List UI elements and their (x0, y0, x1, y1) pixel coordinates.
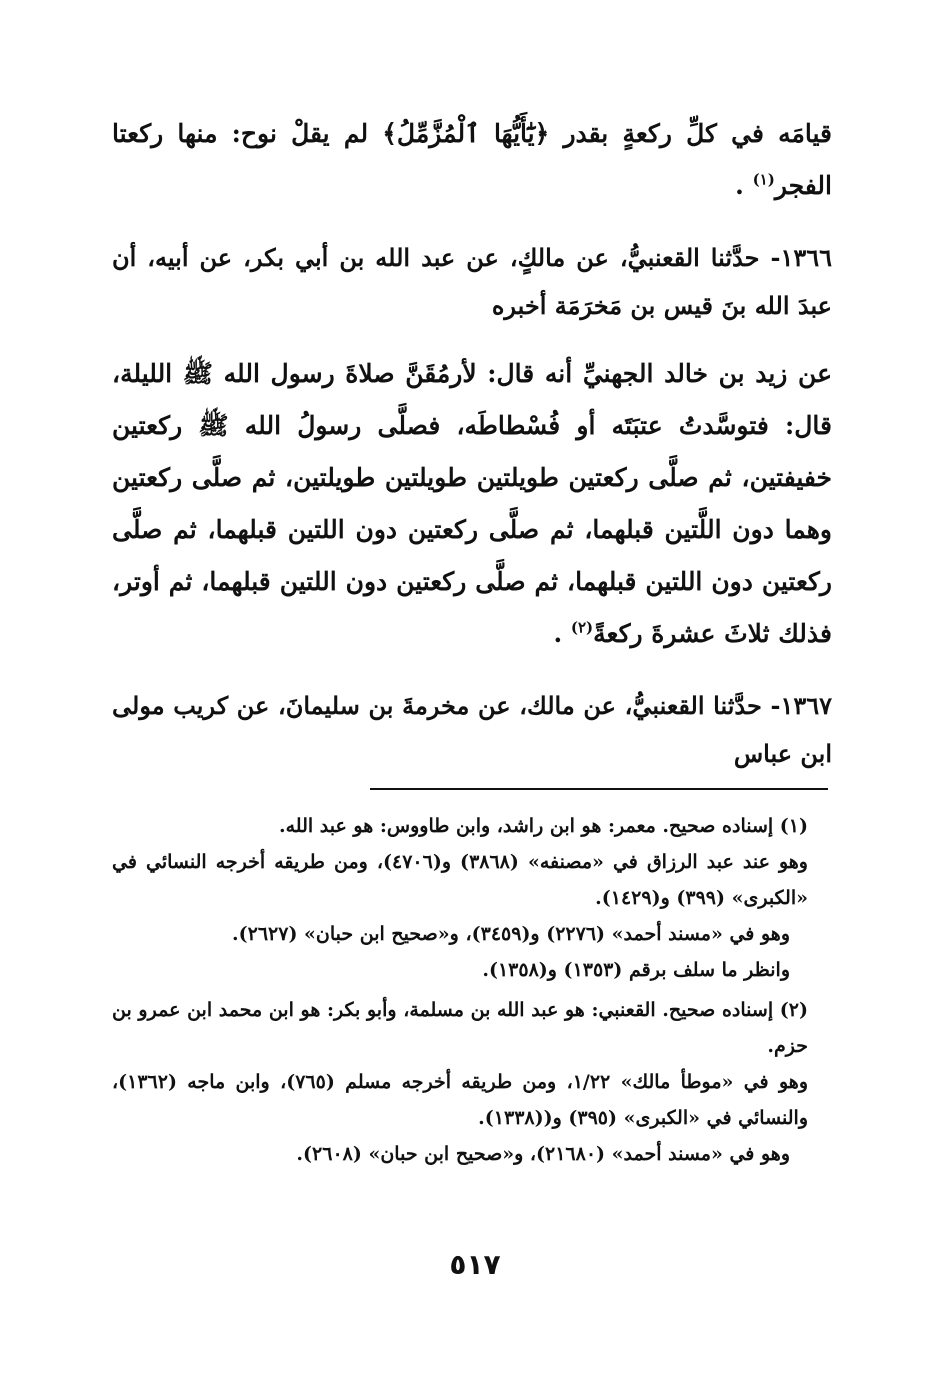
footnote-divider (370, 788, 828, 790)
period: . (735, 171, 744, 200)
paragraph-text: عن زيد بن خالد الجهنيِّ أنه قال: لأرمُقَنَّ صلاةَ رسول الله ﷺ الليلة، قال: فتوسَّدتُ عتبَتَه أو فُسْطاطَه، فصلَّى رسولُ الله ﷺ ركعتين خفيفتين، ثم صلَّى ركعتين طويلتين طويلتين طويلتين، ثم صلَّى ركعتين وهما دون اللَّتين قبلهما، ثم صلَّى ركعتين دون اللتين قبلهما، ثم صلَّى ركعتين دون اللتين قبلهما، ثم صلَّى ركعتين دون اللتين قبلهما، ثم أوتر، فذلك ثلاثَ عشرةَ ركعةً (112, 359, 832, 648)
footnote-marker-1: (١) (752, 170, 775, 189)
page-number: ٥١٧ (449, 1248, 501, 1281)
footnote-2: (٢) إسناده صحيح. القعنبي: هو عبد الله بن مسلمة، وأبو بكر: هو ابن محمد ابن عمرو بن حزم. (112, 999, 808, 1057)
footnote-1: (١) إسناده صحيح. معمر: هو ابن راشد، وابن طاووس: هو عبد الله. (279, 815, 808, 837)
paragraph-qiyamah (112, 108, 832, 212)
footnote-2-also: وهو في «مسند أحمد» (٢١٦٨٠)، و«صحيح ابن حبان» (٢٦٠٨). (296, 1143, 790, 1165)
main-text (112, 108, 832, 778)
hadith-1366-matn (112, 348, 832, 660)
footnote-1-also: وهو في «مسند أحمد» (٢٢٧٦) و(٣٤٥٩)، و«صحيح ابن حبان» (٢٦٢٧). (232, 923, 790, 945)
footnotes (112, 808, 832, 1172)
footnote-marker-2: (٢) (570, 618, 594, 637)
footnote-1-see: وانظر ما سلف برقم (١٣٥٣) و(١٣٥٨). (482, 959, 790, 981)
footnote-1-source: وهو عند عبد الرزاق في «مصنفه» (٣٨٦٨) و(٤٧٠٦)، ومن طريقه أخرجه النسائي في «الكبرى» (٣٩٩) و(١٤٢٩). (112, 851, 808, 909)
hadith-1367-isnad: ١٣٦٧- حدَّثنا القعنبيُّ، عن مالك، عن مخرمةَ بن سليمانَ، عن كريب مولى ابن عباس (112, 691, 833, 768)
footnote-2-source: وهو في «موطأ مالك» ١/٢٢، ومن طريقه أخرجه مسلم (٧٦٥)، وابن ماجه (١٣٦٢)، والنسائي في «الكبرى» (٣٩٥) و((١٣٣٨). (112, 1071, 808, 1129)
paragraph-text: قيامَه في كلِّ ركعةٍ بقدر ﴿يَٰٓأَيُّهَا ٱلْمُزَّمِّلُ﴾ لم يقلْ نوح: منها ركعتا الفجر (112, 119, 832, 200)
hadith-1366-isnad: ١٣٦٦- حدَّثنا القعنبيُّ، عن مالكٍ، عن عبد الله بن أبي بكر، عن أبيه، أن عبدَ الله بنَ قيس بن مَخرَمَة أخبره (112, 243, 832, 320)
period: . (553, 619, 563, 648)
